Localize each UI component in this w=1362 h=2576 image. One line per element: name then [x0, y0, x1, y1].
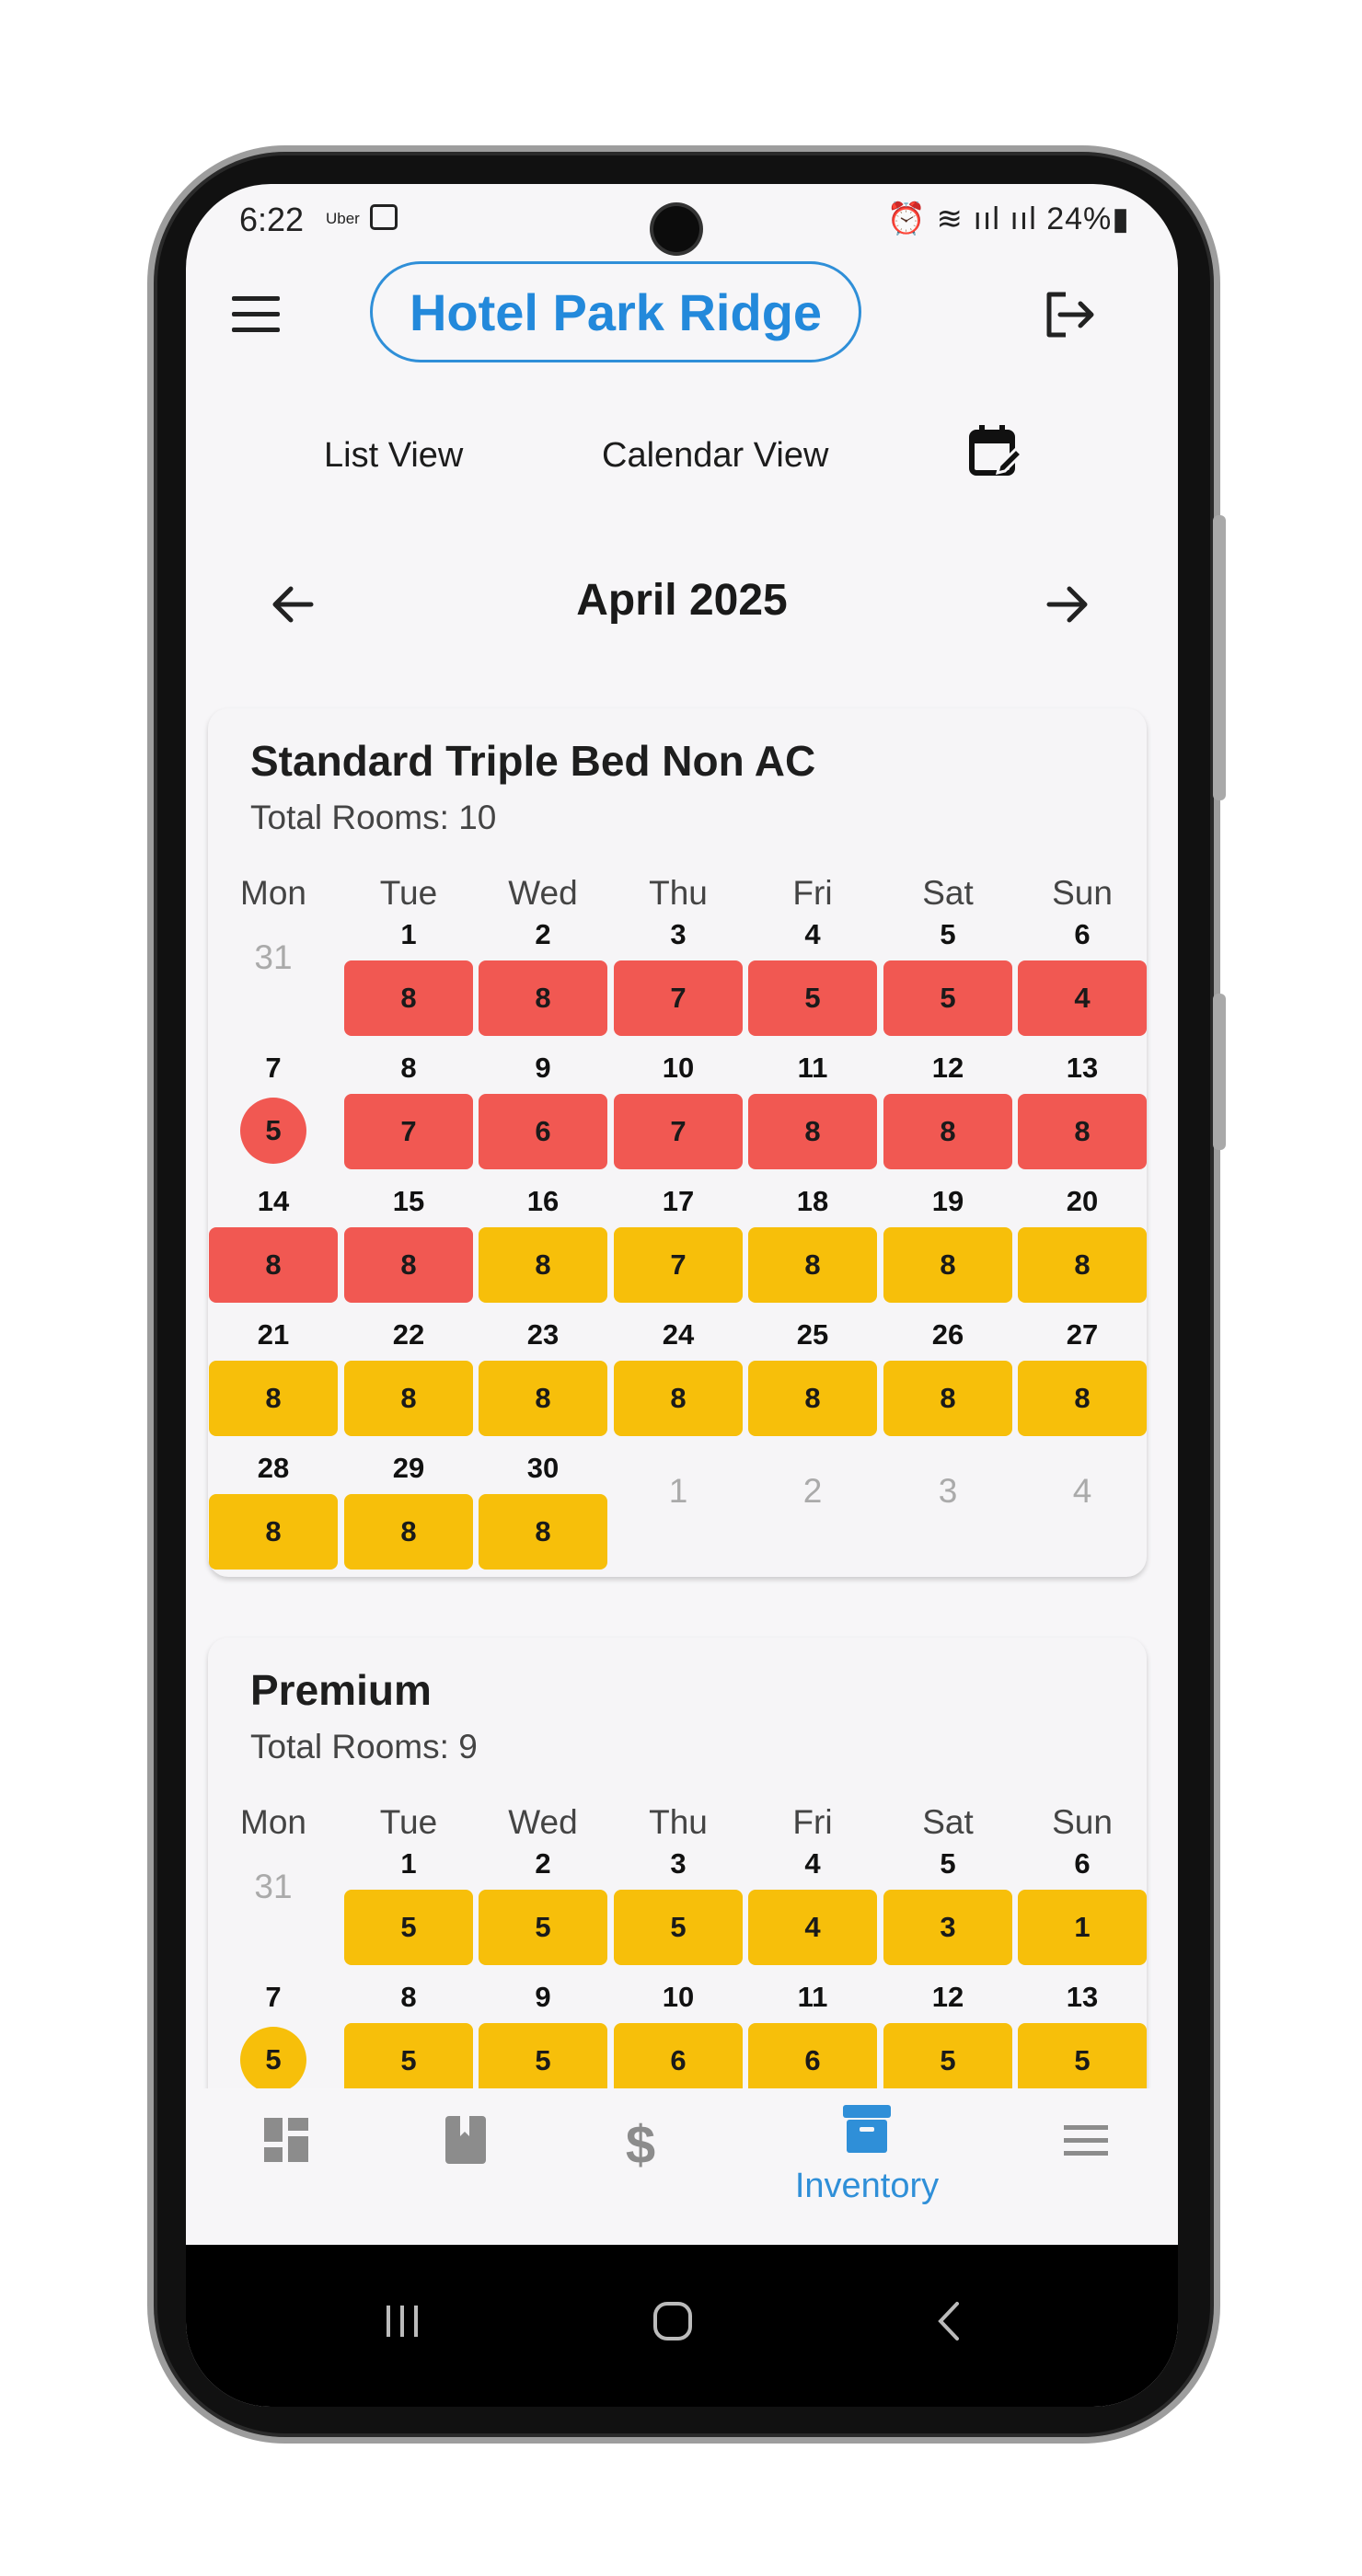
availability-cell[interactable]: 1 [1018, 1890, 1147, 1965]
weekday-header: Fri [792, 874, 833, 912]
availability-cell[interactable]: 8 [344, 960, 473, 1036]
availability-cell[interactable]: 8 [209, 1361, 338, 1436]
weekday-header: Thu [649, 874, 708, 912]
day-number: 12 [931, 1052, 964, 1084]
day-number: 27 [1066, 1318, 1099, 1351]
weekday-header: Sat [922, 874, 974, 912]
day-number: 16 [526, 1185, 560, 1217]
status-indicators: ⏰ ≋ ııl ııl 24%▮ [886, 201, 1130, 236]
inventory-icon [839, 2101, 895, 2156]
weekday-header: Sun [1052, 874, 1113, 912]
weekday-header: Mon [240, 1803, 306, 1841]
room-card [208, 708, 1147, 1577]
weekday-header: Thu [649, 1803, 708, 1841]
day-number: 4 [804, 1847, 821, 1880]
availability-cell[interactable]: 8 [479, 1494, 607, 1570]
dollar-icon: $ [625, 2115, 656, 2175]
dashboard-icon [260, 2114, 312, 2166]
availability-cell[interactable]: 8 [883, 1227, 1012, 1303]
day-number: 7 [265, 1052, 282, 1084]
out-of-month-day: 31 [254, 1868, 293, 1905]
nav-dashboard[interactable] [194, 2114, 378, 2170]
volume-button [1213, 515, 1226, 800]
day-number: 2 [535, 1847, 551, 1880]
day-number: 30 [526, 1452, 560, 1484]
room-type-name: Standard Triple Bed Non AC [250, 737, 816, 785]
day-number: 1 [400, 918, 417, 950]
day-number: 28 [257, 1452, 290, 1484]
book-icon [440, 2114, 491, 2166]
availability-cell[interactable]: 5 [748, 960, 877, 1036]
room-total: Total Rooms: 9 [250, 1728, 478, 1765]
day-number: 23 [526, 1318, 560, 1351]
month-title: April 2025 [576, 576, 788, 625]
day-number: 20 [1066, 1185, 1099, 1217]
day-number: 6 [1074, 918, 1091, 950]
availability-cell[interactable]: 8 [883, 1361, 1012, 1436]
availability-cell[interactable]: 8 [748, 1361, 877, 1436]
month-navigation [186, 557, 1178, 649]
hamburger-menu-icon[interactable] [232, 296, 280, 333]
availability-cell[interactable]: 7 [614, 1227, 743, 1303]
day-number: 3 [670, 918, 687, 950]
day-number: 13 [1066, 1981, 1099, 2013]
day-number: 8 [400, 1981, 417, 2013]
day-number: 4 [804, 918, 821, 950]
out-of-month-day: 3 [938, 1472, 958, 1510]
availability-cell[interactable]: 5 [479, 1890, 607, 1965]
nav-payments[interactable] [548, 2114, 733, 2176]
availability-cell[interactable]: 8 [209, 1227, 338, 1303]
weekday-header: Tue [379, 874, 438, 912]
bottom-navigation [186, 2088, 1178, 2245]
app-screen [186, 184, 1178, 2407]
room-type-name: Premium [250, 1666, 432, 1714]
availability-cell[interactable]: 7 [614, 1094, 743, 1169]
weekday-header: Sat [922, 1803, 974, 1841]
app-bar [186, 259, 1178, 370]
logout-icon[interactable] [1042, 289, 1097, 340]
availability-cell[interactable]: 8 [748, 1094, 877, 1169]
recent-apps-icon[interactable] [379, 2298, 425, 2344]
day-number: 5 [940, 1847, 956, 1880]
availability-cell[interactable]: 7 [614, 960, 743, 1036]
day-number: 24 [662, 1318, 695, 1351]
power-button [1213, 994, 1226, 1150]
nav-inventory[interactable] [775, 2101, 959, 2206]
availability-cell[interactable]: 8 [1018, 1361, 1147, 1436]
out-of-month-day: 31 [254, 938, 293, 976]
availability-cell[interactable]: 7 [344, 1094, 473, 1169]
day-number: 5 [940, 918, 956, 950]
back-icon[interactable] [926, 2298, 972, 2344]
day-number: 14 [257, 1185, 290, 1217]
nav-inventory-label: Inventory [794, 2167, 940, 2205]
day-number: 18 [796, 1185, 829, 1217]
room-total: Total Rooms: 10 [250, 799, 497, 836]
day-number: 9 [535, 1052, 551, 1084]
calendar-edit-icon[interactable] [966, 423, 1025, 482]
day-number: 2 [535, 918, 551, 950]
status-time: 6:22 [239, 201, 305, 238]
availability-cell[interactable]: 8 [344, 1361, 473, 1436]
day-number: 21 [257, 1318, 290, 1351]
availability-cell[interactable]: 4 [1018, 960, 1147, 1036]
day-number: 1 [400, 1847, 417, 1880]
day-number: 10 [662, 1981, 695, 2013]
availability-cell[interactable]: 8 [209, 1494, 338, 1570]
availability-cell[interactable]: 8 [344, 1494, 473, 1570]
day-number: 26 [931, 1318, 964, 1351]
availability-cell[interactable]: 8 [748, 1227, 877, 1303]
weekday-header: Tue [379, 1803, 438, 1841]
arrow-right-icon[interactable] [1040, 577, 1095, 632]
day-number: 13 [1066, 1052, 1099, 1084]
weekday-header: Sun [1052, 1803, 1113, 1841]
out-of-month-day: 4 [1072, 1472, 1092, 1510]
day-number: 11 [797, 1981, 828, 2013]
day-number: 19 [931, 1185, 964, 1217]
availability-cell[interactable]: 8 [479, 1227, 607, 1303]
availability-cell[interactable]: 5 [883, 960, 1012, 1036]
gallery-notification-icon [370, 204, 398, 230]
availability-cell[interactable]: 6 [614, 2023, 743, 2099]
day-number: 7 [265, 1981, 282, 2013]
more-menu-icon [1060, 2114, 1112, 2166]
availability-cell[interactable]: 5 [883, 2023, 1012, 2099]
weekday-header: Fri [792, 1803, 833, 1841]
home-icon[interactable] [650, 2298, 696, 2344]
nav-bookings[interactable] [374, 2114, 558, 2170]
weekday-header: Wed [508, 1803, 578, 1841]
day-number: 11 [797, 1052, 828, 1084]
availability-today-circle[interactable]: 5 [240, 1098, 306, 1164]
availability-cell[interactable]: 8 [479, 1361, 607, 1436]
day-number: 8 [400, 1052, 417, 1084]
availability-cell[interactable]: 8 [479, 960, 607, 1036]
day-number: 29 [392, 1452, 425, 1484]
availability-cell[interactable]: 6 [748, 2023, 877, 2099]
availability-cell[interactable]: 8 [614, 1361, 743, 1436]
availability-cell[interactable]: 5 [344, 1890, 473, 1965]
nav-more[interactable] [994, 2114, 1178, 2170]
weekday-header: Wed [508, 874, 578, 912]
availability-today-circle[interactable]: 5 [240, 2027, 306, 2093]
tab-list-view[interactable]: List View [324, 436, 464, 475]
availability-cell[interactable]: 5 [1018, 2023, 1147, 2099]
availability-cell[interactable]: 4 [748, 1890, 877, 1965]
day-number: 22 [392, 1318, 425, 1351]
day-number: 17 [662, 1185, 695, 1217]
availability-cell[interactable]: 8 [883, 1094, 1012, 1169]
out-of-month-day: 1 [668, 1472, 688, 1510]
hotel-title: Hotel Park Ridge [370, 261, 861, 362]
weekday-header: Mon [240, 874, 306, 912]
availability-cell[interactable]: 5 [344, 2023, 473, 2099]
day-number: 10 [662, 1052, 695, 1084]
availability-cell[interactable]: 8 [344, 1227, 473, 1303]
day-number: 12 [931, 1981, 964, 2013]
availability-cell[interactable]: 5 [479, 2023, 607, 2099]
day-number: 6 [1074, 1847, 1091, 1880]
availability-cell[interactable]: 6 [479, 1094, 607, 1169]
tab-calendar-view[interactable]: Calendar View [602, 436, 829, 475]
view-tabs [186, 423, 1178, 497]
day-number: 9 [535, 1981, 551, 2013]
system-navigation-bar [186, 2245, 1178, 2407]
availability-cell[interactable]: 5 [614, 1890, 743, 1965]
day-number: 15 [392, 1185, 425, 1217]
availability-cell[interactable]: 8 [1018, 1227, 1147, 1303]
out-of-month-day: 2 [802, 1472, 823, 1510]
status-uber-badge: Uber [326, 210, 360, 227]
availability-cell[interactable]: 8 [1018, 1094, 1147, 1169]
front-camera [653, 206, 699, 252]
availability-cell[interactable]: 3 [883, 1890, 1012, 1965]
day-number: 25 [796, 1318, 829, 1351]
day-number: 3 [670, 1847, 687, 1880]
